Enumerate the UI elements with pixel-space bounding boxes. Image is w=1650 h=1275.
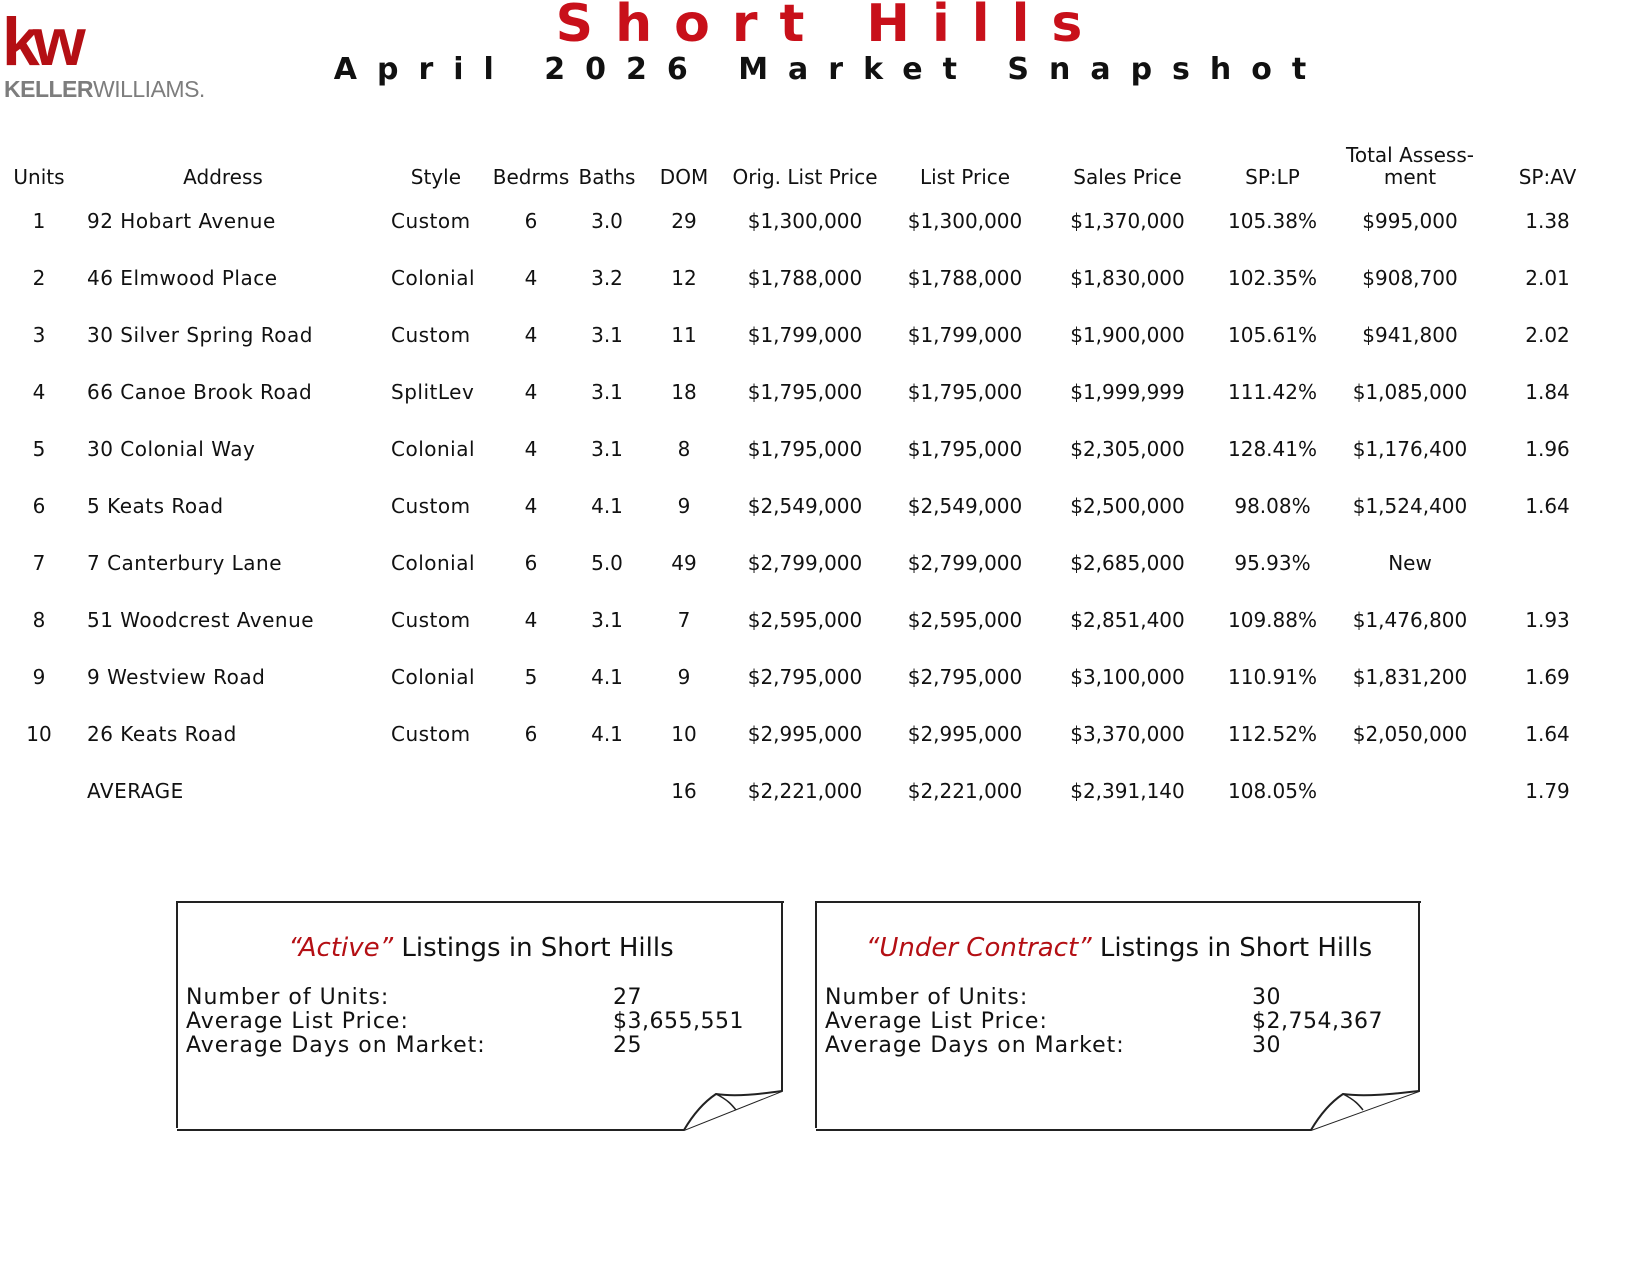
header-orig-list-price: Orig. List Price bbox=[732, 165, 878, 189]
cell-style: Colonial bbox=[391, 436, 476, 461]
header-bedrms: Bedrms bbox=[492, 165, 570, 189]
cell-style: Custom bbox=[391, 208, 471, 233]
logo-name bbox=[4, 76, 205, 103]
cell-sp-av: 2.01 bbox=[1525, 265, 1570, 290]
cell-baths: 4.1 bbox=[591, 493, 623, 518]
cell-units: 9 bbox=[32, 664, 46, 689]
cell-sp-lp: 111.42% bbox=[1228, 379, 1317, 404]
page-title: Short Hills bbox=[555, 0, 1105, 54]
cell-dom: 49 bbox=[671, 550, 697, 575]
header-dom: DOM bbox=[659, 165, 709, 189]
cell-sales-price: $1,900,000 bbox=[1070, 322, 1185, 347]
cell-dom: 12 bbox=[671, 265, 697, 290]
cell-orig-list-price: $1,300,000 bbox=[747, 208, 863, 233]
cell-sp-av: 1.93 bbox=[1525, 607, 1570, 632]
cell-dom: 8 bbox=[677, 436, 691, 461]
under-contract-units-value: 30 bbox=[1252, 985, 1281, 1010]
cell-baths: 3.1 bbox=[591, 607, 623, 632]
cell-address: AVERAGE bbox=[87, 778, 184, 803]
logo-name-bold: KELLER bbox=[4, 76, 93, 102]
cell-dom: 10 bbox=[671, 721, 697, 746]
header-style: Style bbox=[410, 165, 461, 189]
under-contract-heading-rest: Listings in Short Hills bbox=[1091, 933, 1373, 963]
cell-baths: 3.0 bbox=[591, 208, 623, 233]
cell-dom: 16 bbox=[671, 778, 697, 803]
header-total-assessment bbox=[1335, 128, 1485, 192]
cell-address: 9 Westview Road bbox=[87, 664, 266, 689]
under-contract-listings-box bbox=[815, 901, 1421, 1128]
cell-units: 5 bbox=[32, 436, 46, 461]
cell-total-assessment: New bbox=[1388, 550, 1432, 575]
cell-sales-price: $2,500,000 bbox=[1070, 493, 1185, 518]
cell-orig-list-price: $1,799,000 bbox=[747, 322, 863, 347]
cell-units: 6 bbox=[32, 493, 46, 518]
cell-address: 30 Silver Spring Road bbox=[87, 322, 313, 347]
table-row bbox=[5, 648, 1610, 705]
cell-sp-lp: 105.38% bbox=[1228, 208, 1317, 233]
cell-address: 7 Canterbury Lane bbox=[87, 550, 283, 575]
active-price-value: $3,655,551 bbox=[613, 1009, 744, 1034]
cell-sp-av: 1.69 bbox=[1525, 664, 1570, 689]
cell-list-price: $1,795,000 bbox=[907, 436, 1023, 461]
cell-orig-list-price: $2,995,000 bbox=[747, 721, 863, 746]
table-row bbox=[5, 591, 1610, 648]
table-row bbox=[5, 192, 1610, 249]
sales-table-body bbox=[5, 192, 1610, 819]
cell-total-assessment: $1,524,400 bbox=[1352, 493, 1468, 518]
cell-bedrms bbox=[491, 762, 571, 819]
cell-address: 66 Canoe Brook Road bbox=[87, 379, 313, 404]
cell-orig-list-price: $2,595,000 bbox=[747, 607, 863, 632]
under-contract-label: “Under Contract” bbox=[865, 933, 1092, 963]
table-header-row bbox=[5, 128, 1610, 192]
cell-bedrms: 4 bbox=[524, 379, 538, 404]
cell-baths bbox=[571, 762, 643, 819]
cell-address: 92 Hobart Avenue bbox=[87, 208, 276, 233]
cell-bedrms: 4 bbox=[524, 436, 538, 461]
cell-units: 7 bbox=[32, 550, 46, 575]
header-units: Units bbox=[13, 165, 65, 189]
header-address: Address bbox=[183, 165, 263, 189]
page-subtitle: April 2026 Market Snapshot bbox=[333, 52, 1327, 87]
cell-sp-av: 1.79 bbox=[1525, 778, 1570, 803]
under-contract-listings-heading bbox=[817, 933, 1421, 963]
cell-style: Colonial bbox=[391, 550, 476, 575]
cell-total-assessment: $1,176,400 bbox=[1352, 436, 1468, 461]
cell-units: 8 bbox=[32, 607, 46, 632]
under-contract-units-label: Number of Units: bbox=[825, 985, 1029, 1010]
cell-list-price: $1,799,000 bbox=[907, 322, 1023, 347]
header-sp-lp: SP:LP bbox=[1245, 165, 1300, 189]
cell-units: 1 bbox=[32, 208, 46, 233]
cell-total-assessment: $1,476,800 bbox=[1352, 607, 1468, 632]
cell-total-assessment: $2,050,000 bbox=[1352, 721, 1468, 746]
cell-sp-av: 2.02 bbox=[1525, 322, 1570, 347]
cell-dom: 9 bbox=[677, 493, 691, 518]
active-units-label: Number of Units: bbox=[186, 985, 390, 1010]
active-listings-box bbox=[176, 901, 784, 1128]
cell-bedrms: 4 bbox=[524, 607, 538, 632]
cell-address: 5 Keats Road bbox=[87, 493, 224, 518]
active-price-label: Average List Price: bbox=[186, 1009, 409, 1034]
header-sp-av: SP:AV bbox=[1518, 165, 1577, 189]
cell-total-assessment: $1,831,200 bbox=[1352, 664, 1468, 689]
table-row bbox=[5, 420, 1610, 477]
cell-baths: 5.0 bbox=[591, 550, 623, 575]
cell-bedrms: 5 bbox=[524, 664, 538, 689]
cell-bedrms: 4 bbox=[524, 493, 538, 518]
cell-sp-lp: 108.05% bbox=[1228, 778, 1317, 803]
cell-list-price: $2,549,000 bbox=[907, 493, 1023, 518]
cell-dom: 29 bbox=[671, 208, 697, 233]
header-list-price: List Price bbox=[919, 165, 1011, 189]
header-sales-price: Sales Price bbox=[1073, 165, 1182, 189]
under-contract-dom-value: 30 bbox=[1252, 1033, 1281, 1058]
cell-orig-list-price: $1,795,000 bbox=[747, 436, 863, 461]
cell-list-price: $2,799,000 bbox=[907, 550, 1023, 575]
cell-sales-price: $1,999,999 bbox=[1070, 379, 1185, 404]
logo-name-light: WILLIAMS. bbox=[93, 76, 205, 102]
cell-total-assessment: $941,800 bbox=[1362, 322, 1458, 347]
table-row bbox=[5, 705, 1610, 762]
cell-sp-av: 1.96 bbox=[1525, 436, 1570, 461]
cell-bedrms: 4 bbox=[524, 265, 538, 290]
cell-sales-price: $1,370,000 bbox=[1070, 208, 1185, 233]
cell-sp-av: 1.38 bbox=[1525, 208, 1570, 233]
cell-sp-lp: 128.41% bbox=[1228, 436, 1317, 461]
cell-orig-list-price: $2,549,000 bbox=[747, 493, 863, 518]
cell-baths: 4.1 bbox=[591, 664, 623, 689]
cell-sp-lp: 95.93% bbox=[1234, 550, 1311, 575]
header-total-assessment-line1: Total Assess- bbox=[1346, 143, 1474, 167]
active-units-value: 27 bbox=[613, 985, 642, 1010]
cell-style: SplitLev bbox=[391, 379, 475, 404]
cell-orig-list-price: $2,795,000 bbox=[747, 664, 863, 689]
cell-total-assessment: $1,085,000 bbox=[1352, 379, 1468, 404]
cell-list-price: $1,788,000 bbox=[907, 265, 1023, 290]
logo-mark: kw bbox=[2, 4, 79, 80]
cell-style: Custom bbox=[391, 322, 471, 347]
cell-units: 4 bbox=[32, 379, 46, 404]
under-contract-price-value: $2,754,367 bbox=[1252, 1009, 1383, 1034]
cell-total-assessment: $995,000 bbox=[1362, 208, 1458, 233]
header-baths: Baths bbox=[578, 165, 636, 189]
cell-bedrms: 6 bbox=[524, 721, 538, 746]
cell-sp-av: 1.84 bbox=[1525, 379, 1570, 404]
cell-sp-lp: 112.52% bbox=[1228, 721, 1317, 746]
cell-sp-lp: 109.88% bbox=[1228, 607, 1317, 632]
cell-list-price: $2,795,000 bbox=[907, 664, 1023, 689]
cell-total-assessment: $908,700 bbox=[1362, 265, 1458, 290]
cell-style: Colonial bbox=[391, 265, 476, 290]
cell-style bbox=[373, 762, 491, 819]
cell-sp-lp: 102.35% bbox=[1228, 265, 1317, 290]
cell-address: 46 Elmwood Place bbox=[87, 265, 278, 290]
cell-sales-price: $2,851,400 bbox=[1070, 607, 1185, 632]
active-heading-rest: Listings in Short Hills bbox=[393, 933, 674, 963]
cell-sales-price: $1,830,000 bbox=[1070, 265, 1185, 290]
average-row bbox=[5, 762, 1610, 819]
cell-orig-list-price: $2,799,000 bbox=[747, 550, 863, 575]
table-row bbox=[5, 477, 1610, 534]
cell-style: Custom bbox=[391, 721, 471, 746]
cell-sp-av: 1.64 bbox=[1525, 721, 1570, 746]
cell-units: 10 bbox=[26, 721, 52, 746]
cell-dom: 7 bbox=[677, 607, 691, 632]
cell-address: 51 Woodcrest Avenue bbox=[87, 607, 315, 632]
cell-baths: 3.1 bbox=[591, 379, 623, 404]
cell-sales-price: $3,370,000 bbox=[1070, 721, 1185, 746]
cell-style: Custom bbox=[391, 607, 471, 632]
cell-orig-list-price: $1,795,000 bbox=[747, 379, 863, 404]
table-row bbox=[5, 363, 1610, 420]
cell-sp-lp: 110.91% bbox=[1228, 664, 1317, 689]
active-dom-label: Average Days on Market: bbox=[186, 1033, 486, 1058]
cell-sp-av: 1.64 bbox=[1525, 493, 1570, 518]
sales-table bbox=[5, 128, 1610, 819]
cell-units: 3 bbox=[32, 322, 46, 347]
cell-orig-list-price: $1,788,000 bbox=[747, 265, 863, 290]
cell-dom: 11 bbox=[671, 322, 697, 347]
table-row bbox=[5, 249, 1610, 306]
cell-sales-price: $2,391,140 bbox=[1070, 778, 1185, 803]
cell-sp-lp: 98.08% bbox=[1234, 493, 1311, 518]
cell-address: 30 Colonial Way bbox=[87, 436, 256, 461]
cell-bedrms: 6 bbox=[524, 208, 538, 233]
cell-bedrms: 6 bbox=[524, 550, 538, 575]
cell-orig-list-price: $2,221,000 bbox=[747, 778, 863, 803]
active-listings-heading bbox=[178, 933, 784, 963]
cell-list-price: $1,795,000 bbox=[907, 379, 1023, 404]
header-total-assessment-line2: ment bbox=[1383, 165, 1437, 189]
active-label: “Active” bbox=[288, 933, 394, 963]
cell-total-assessment bbox=[1335, 762, 1485, 819]
under-contract-price-label: Average List Price: bbox=[825, 1009, 1048, 1034]
cell-address: 26 Keats Road bbox=[87, 721, 237, 746]
cell-sales-price: $2,685,000 bbox=[1070, 550, 1185, 575]
cell-baths: 3.1 bbox=[591, 436, 623, 461]
table-row bbox=[5, 534, 1610, 591]
cell-baths: 3.2 bbox=[591, 265, 623, 290]
cell-dom: 18 bbox=[671, 379, 697, 404]
cell-style: Colonial bbox=[391, 664, 476, 689]
cell-sp-lp: 105.61% bbox=[1228, 322, 1317, 347]
cell-sp-av bbox=[1485, 534, 1610, 591]
table-row bbox=[5, 306, 1610, 363]
cell-list-price: $2,595,000 bbox=[907, 607, 1023, 632]
cell-list-price: $2,995,000 bbox=[907, 721, 1023, 746]
cell-list-price: $2,221,000 bbox=[907, 778, 1023, 803]
cell-list-price: $1,300,000 bbox=[907, 208, 1023, 233]
cell-sales-price: $3,100,000 bbox=[1070, 664, 1185, 689]
cell-style: Custom bbox=[391, 493, 471, 518]
cell-baths: 3.1 bbox=[591, 322, 623, 347]
cell-units bbox=[5, 762, 73, 819]
cell-dom: 9 bbox=[677, 664, 691, 689]
keller-williams-logo bbox=[0, 4, 215, 103]
under-contract-dom-label: Average Days on Market: bbox=[825, 1033, 1125, 1058]
cell-sales-price: $2,305,000 bbox=[1070, 436, 1185, 461]
cell-baths: 4.1 bbox=[591, 721, 623, 746]
cell-units: 2 bbox=[32, 265, 46, 290]
active-dom-value: 25 bbox=[613, 1033, 642, 1058]
cell-bedrms: 4 bbox=[524, 322, 538, 347]
